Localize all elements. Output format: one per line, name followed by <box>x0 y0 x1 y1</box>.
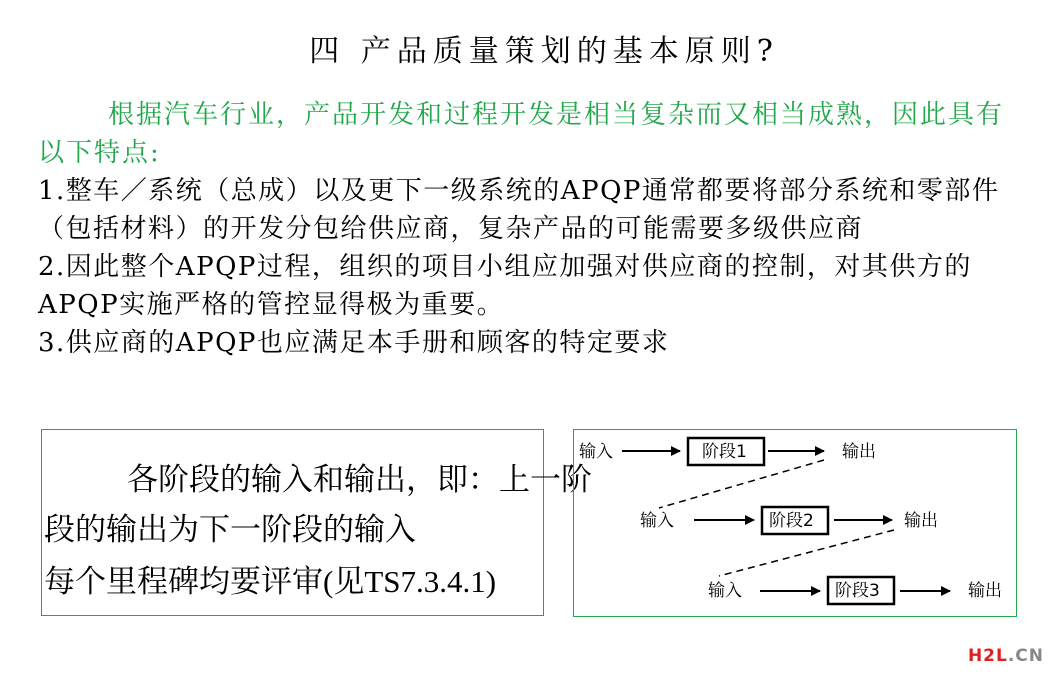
stage-1-input-label: 输入 <box>579 442 613 462</box>
note-line-2: 段的输出为下一阶段的输入 <box>44 512 416 547</box>
stage-2-input-label: 输入 <box>640 511 674 531</box>
stage-2-label: 阶段2 <box>769 511 814 531</box>
page-title: 四 产品质量策划的基本原则? <box>309 34 779 69</box>
stage-1-label: 阶段1 <box>702 442 747 462</box>
note-line-3: 每个里程碑均要评审(见TS7.3.4.1) <box>44 564 497 599</box>
stage-1-output-label: 输出 <box>842 442 876 462</box>
stage-3-output-label: 输出 <box>968 581 1002 601</box>
points-list <box>38 172 1028 362</box>
point-3: 3.供应商的APQP也应满足本手册和顾客的特定要求 <box>38 328 670 358</box>
connector-1-2 <box>659 460 824 508</box>
watermark-part-1: H2L <box>967 646 1008 666</box>
stage-flow-diagram <box>573 429 1017 617</box>
stage-3-input-label: 输入 <box>708 581 742 601</box>
connector-2-3 <box>719 530 894 576</box>
note-line-1: 各阶段的输入和输出，即：上一阶 <box>127 462 592 497</box>
stage-3-label: 阶段3 <box>835 581 880 601</box>
intro-paragraph <box>38 96 1028 172</box>
note-box <box>41 429 592 616</box>
site-watermark <box>968 646 1044 666</box>
intro-text: 根据汽车行业，产品开发和过程开发是相当复杂而又相当成熟，因此具有以下特点: <box>38 100 1005 168</box>
stage-flow-svg <box>574 430 1018 618</box>
stage-2-output-label: 输出 <box>904 511 938 531</box>
point-1: 1.整车／系统（总成）以及更下一级系统的APQP通常都要将部分系统和零部件（包括材料）的开发分包给供应商，复杂产品的可能需要多级供应商 <box>38 176 1000 244</box>
point-2: 2.因此整个APQP过程，组织的项目小组应加强对供应商的控制，对其供方的APQP实施严格的管控显得极为重要。 <box>38 252 972 320</box>
watermark-part-2: .CN <box>1007 646 1044 666</box>
